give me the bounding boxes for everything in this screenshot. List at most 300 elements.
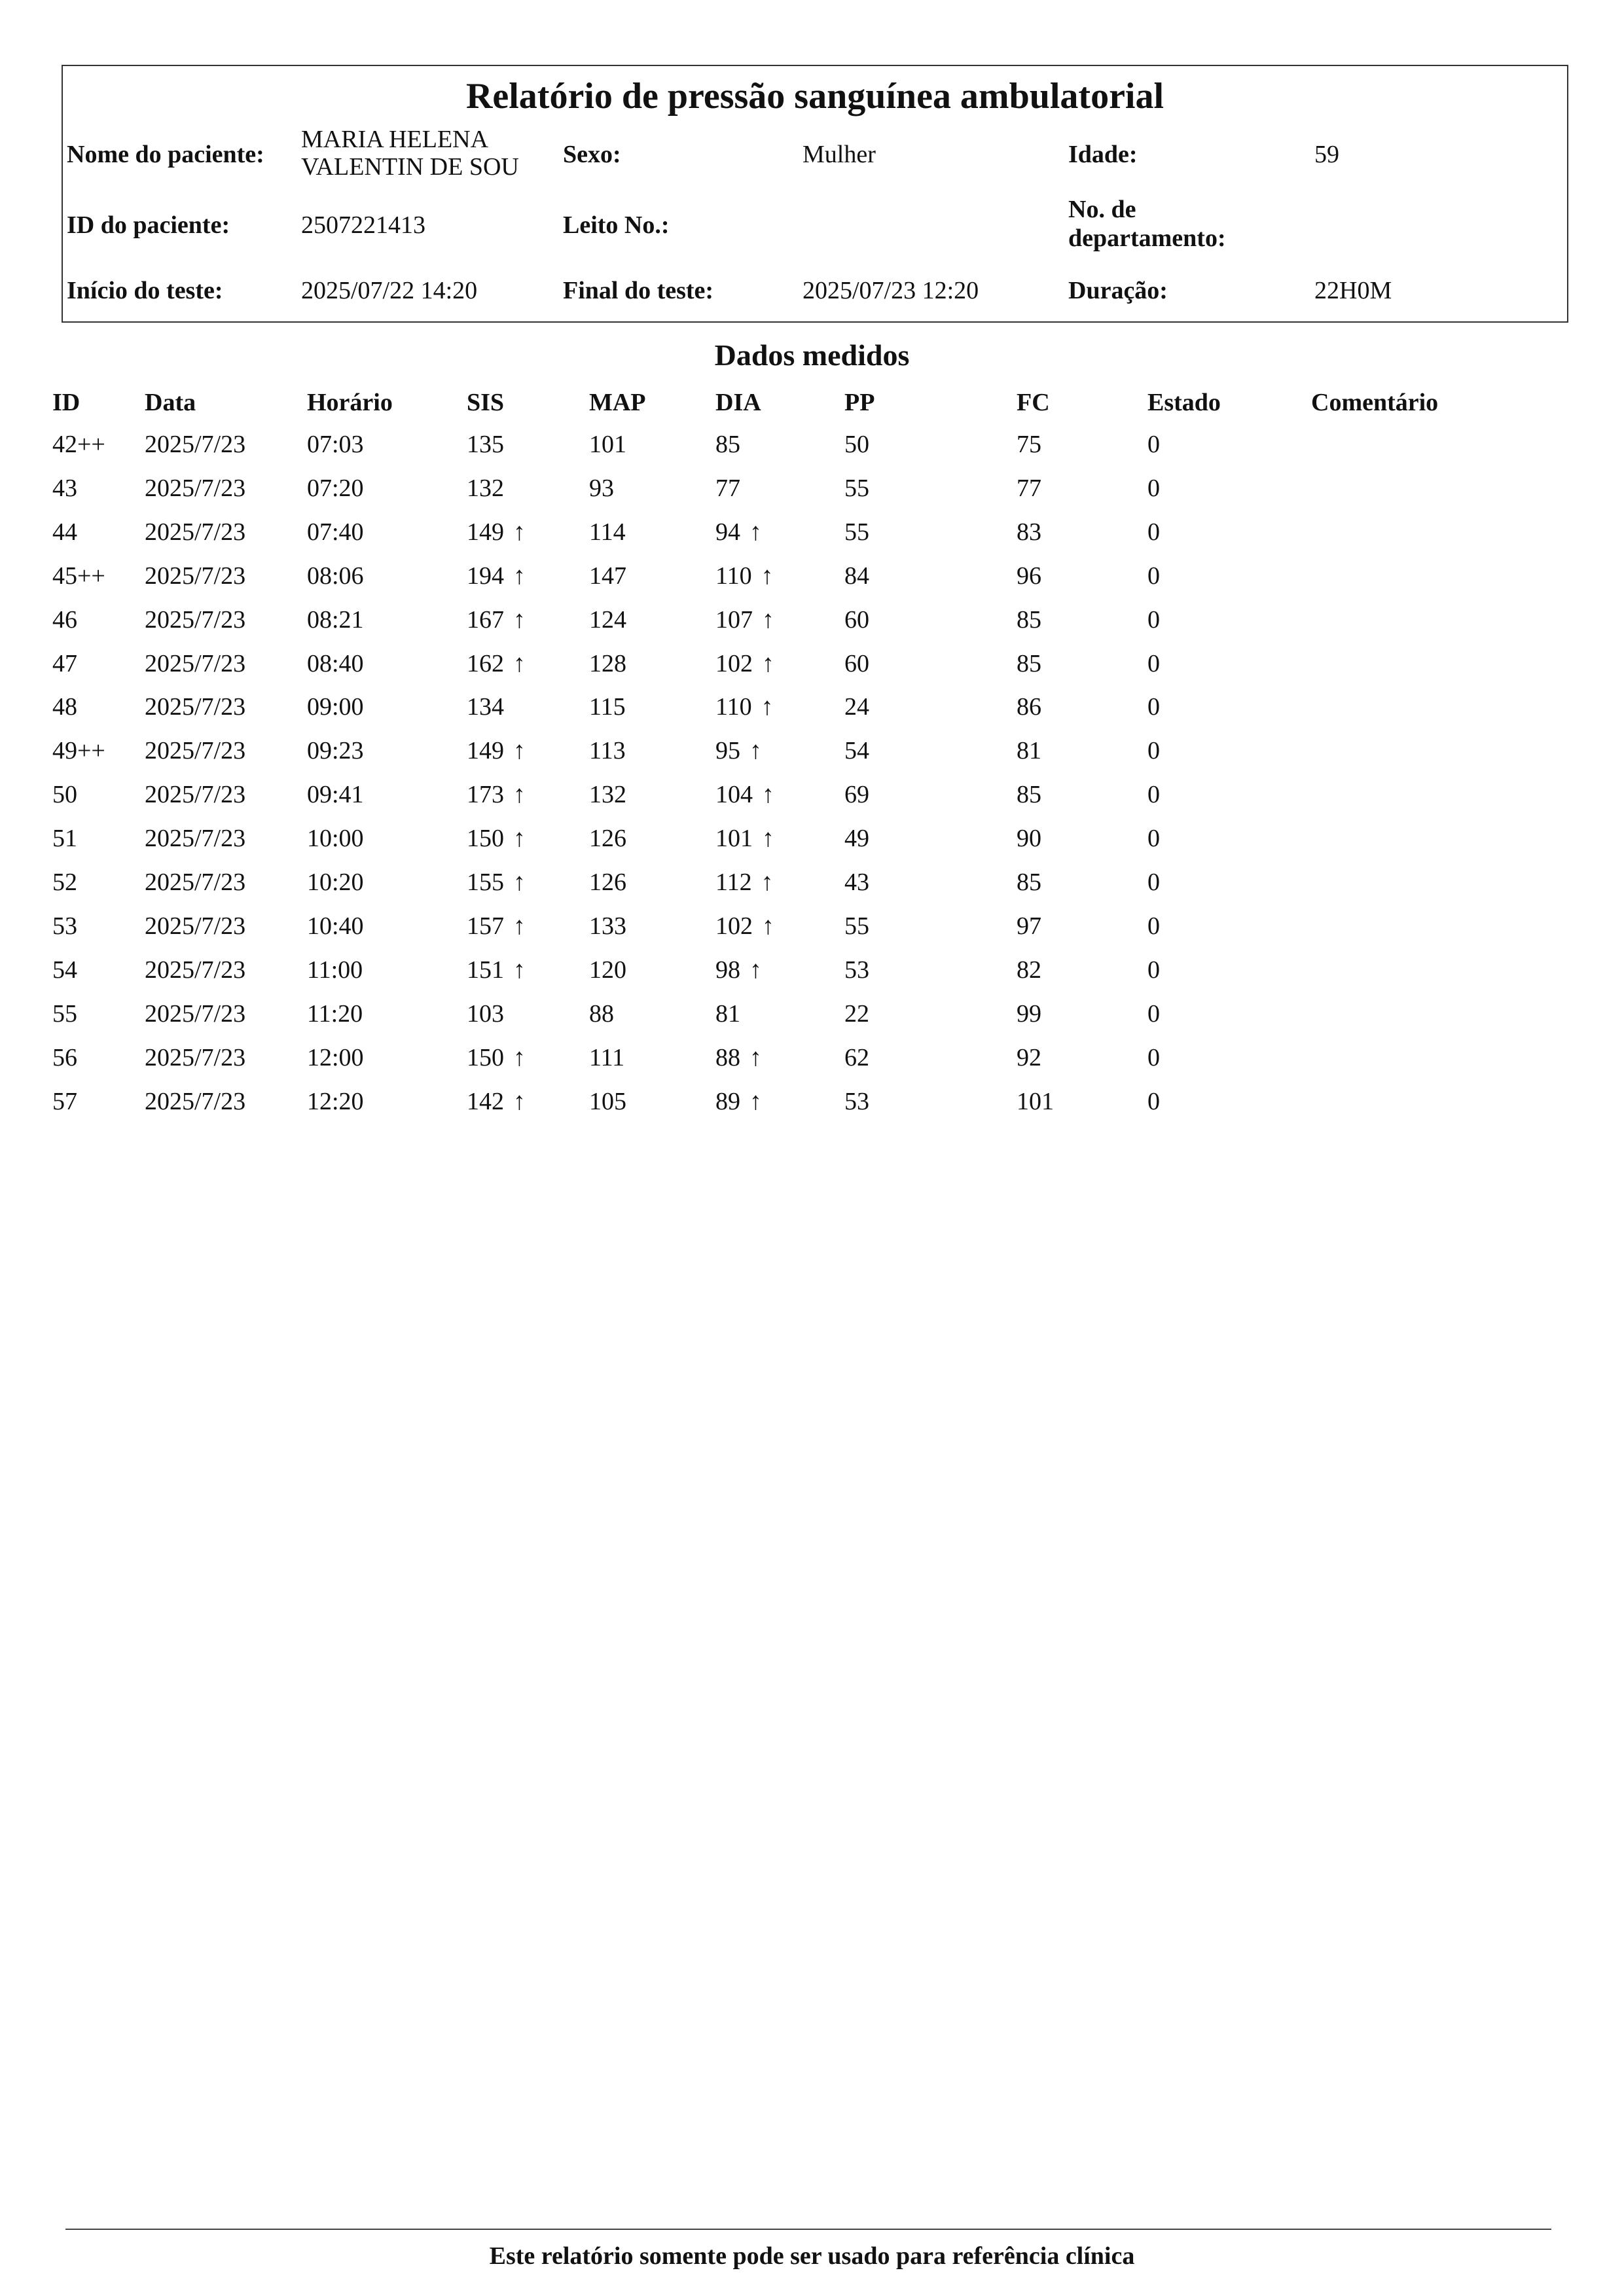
cell-id: [52, 822, 77, 855]
cell-pp-value: 22: [844, 999, 869, 1028]
cell-dia: [715, 1085, 762, 1118]
cell-id: [52, 691, 77, 723]
cell-status-value: 0: [1147, 912, 1160, 940]
cell-pp-value: 53: [844, 1087, 869, 1115]
cell-date-value: 2025/7/23: [145, 518, 246, 546]
cell-status: [1147, 472, 1160, 505]
cell-sis-value: 167: [467, 605, 504, 634]
cell-dia: [715, 560, 774, 592]
cell-fc: [1017, 472, 1041, 505]
cell-dia-value: 107: [715, 605, 753, 634]
column-header-sis: SIS: [467, 389, 505, 416]
cell-time-value: 09:23: [307, 737, 364, 765]
duration-value: 22H0M: [1314, 277, 1392, 304]
cell-status: [1147, 603, 1160, 636]
cell-dia-value: 98: [715, 956, 740, 984]
cell-date: [145, 910, 245, 942]
cell-date-value: 2025/7/23: [145, 737, 246, 765]
cell-pp: [844, 778, 869, 811]
cell-pp: [844, 1041, 869, 1074]
high-arrow-icon: ↑: [762, 825, 774, 853]
cell-dia-value: 77: [715, 474, 740, 502]
cell-fc-value: 85: [1017, 869, 1041, 896]
cell-time-value: 08:40: [307, 649, 364, 677]
cell-id-value: 46: [52, 605, 77, 634]
high-arrow-icon: ↑: [513, 869, 526, 896]
cell-map: [589, 1041, 624, 1074]
test-start-value: 2025/07/22 14:20: [301, 277, 478, 304]
high-arrow-icon: ↑: [513, 1087, 526, 1115]
cell-id-value: 57: [52, 1087, 77, 1115]
cell-status: [1147, 734, 1160, 767]
cell-map: [589, 1085, 626, 1118]
cell-status-value: 0: [1147, 562, 1160, 590]
cell-date: [145, 1041, 245, 1074]
cell-pp-value: 49: [844, 825, 869, 853]
cell-sis: [467, 1041, 526, 1074]
cell-dia-value: 110: [715, 562, 752, 590]
cell-sis-value: 151: [467, 956, 504, 984]
cell-time-value: 11:20: [307, 999, 363, 1028]
high-arrow-icon: ↑: [749, 956, 762, 984]
cell-date-value: 2025/7/23: [145, 912, 246, 940]
cell-dia: [715, 1041, 762, 1074]
cell-id-value: 50: [52, 781, 77, 809]
cell-fc-value: 92: [1017, 1043, 1041, 1071]
cell-map-value: 114: [589, 518, 626, 546]
cell-time-value: 07:20: [307, 474, 364, 502]
cell-dia-value: 102: [715, 649, 753, 677]
cell-map: [589, 560, 626, 592]
cell-id-value: 44: [52, 518, 77, 546]
department-label-line1: No. de: [1068, 196, 1136, 223]
cell-map: [589, 516, 626, 548]
cell-fc-value: 96: [1017, 562, 1041, 590]
high-arrow-icon: ↑: [762, 605, 774, 634]
cell-map-value: 120: [589, 956, 626, 984]
cell-pp: [844, 822, 869, 855]
cell-dia: [715, 428, 740, 461]
cell-fc-value: 85: [1017, 605, 1041, 634]
cell-dia-value: 85: [715, 431, 740, 458]
cell-time: [307, 1041, 364, 1074]
cell-fc-value: 99: [1017, 999, 1041, 1028]
cell-pp: [844, 734, 869, 767]
cell-map: [589, 910, 626, 942]
patient-header-box: [62, 65, 1568, 323]
cell-map-value: 88: [589, 999, 614, 1028]
cell-dia: [715, 866, 774, 899]
cell-pp: [844, 516, 869, 548]
cell-time-value: 09:00: [307, 693, 364, 721]
cell-pp-value: 53: [844, 956, 869, 984]
cell-time: [307, 866, 364, 899]
footer-divider: [65, 2229, 1551, 2230]
cell-time: [307, 910, 364, 942]
cell-map: [589, 472, 614, 505]
cell-map: [589, 734, 626, 767]
cell-dia-value: 89: [715, 1087, 740, 1115]
cell-id: [52, 560, 105, 592]
high-arrow-icon: ↑: [762, 649, 774, 677]
department-label-line2: departamento:: [1068, 224, 1226, 252]
cell-map: [589, 428, 626, 461]
cell-date-value: 2025/7/23: [145, 693, 246, 721]
cell-id-value: 56: [52, 1043, 77, 1071]
cell-fc: [1017, 822, 1041, 855]
high-arrow-icon: ↑: [749, 737, 762, 765]
cell-sis-value: 103: [467, 999, 504, 1028]
high-arrow-icon: ↑: [749, 1087, 762, 1115]
cell-date-value: 2025/7/23: [145, 474, 246, 502]
cell-fc: [1017, 1085, 1054, 1118]
cell-id-value: 45++: [52, 562, 105, 590]
cell-dia-value: 94: [715, 518, 740, 546]
cell-status: [1147, 1085, 1160, 1118]
cell-fc: [1017, 516, 1041, 548]
cell-map: [589, 822, 626, 855]
cell-id: [52, 472, 77, 505]
cell-time-value: 10:40: [307, 912, 364, 940]
cell-sis: [467, 822, 526, 855]
cell-date-value: 2025/7/23: [145, 605, 246, 634]
cell-time: [307, 428, 364, 461]
high-arrow-icon: ↑: [761, 869, 774, 896]
cell-time: [307, 691, 364, 723]
cell-time-value: 07:03: [307, 431, 364, 458]
cell-date: [145, 516, 245, 548]
cell-status-value: 0: [1147, 474, 1160, 502]
cell-dia: [715, 603, 774, 636]
cell-dia: [715, 997, 740, 1030]
high-arrow-icon: ↑: [749, 518, 762, 546]
cell-fc: [1017, 734, 1041, 767]
cell-fc-value: 77: [1017, 474, 1041, 502]
cell-date: [145, 778, 245, 811]
cell-time: [307, 734, 364, 767]
cell-status-value: 0: [1147, 956, 1160, 984]
cell-pp-value: 55: [844, 912, 869, 940]
cell-sis: [467, 472, 504, 505]
high-arrow-icon: ↑: [762, 781, 774, 809]
cell-time: [307, 560, 364, 592]
cell-id: [52, 1085, 77, 1118]
age-label: Idade:: [1068, 141, 1138, 168]
cell-sis: [467, 516, 526, 548]
cell-map-value: 124: [589, 605, 626, 634]
cell-fc: [1017, 778, 1041, 811]
cell-time-value: 09:41: [307, 781, 364, 809]
cell-fc: [1017, 428, 1041, 461]
cell-id-value: 42++: [52, 431, 105, 458]
cell-id-value: 53: [52, 912, 77, 940]
cell-fc: [1017, 560, 1041, 592]
test-start-label: Início do teste:: [67, 277, 223, 304]
cell-fc-value: 81: [1017, 737, 1041, 765]
cell-time: [307, 472, 364, 505]
cell-dia-value: 112: [715, 869, 752, 896]
cell-time-value: 10:20: [307, 869, 364, 896]
cell-pp: [844, 560, 869, 592]
cell-status-value: 0: [1147, 649, 1160, 677]
cell-fc: [1017, 910, 1041, 942]
cell-pp: [844, 910, 869, 942]
cell-dia-value: 110: [715, 693, 752, 721]
cell-map-value: 126: [589, 869, 626, 896]
cell-dia-value: 81: [715, 999, 740, 1028]
cell-map: [589, 647, 626, 680]
cell-date-value: 2025/7/23: [145, 1087, 246, 1115]
cell-time: [307, 778, 364, 811]
patient-name-line2: VALENTIN DE SOU: [301, 153, 519, 181]
cell-sis-value: 149: [467, 518, 504, 546]
cell-date-value: 2025/7/23: [145, 825, 246, 853]
cell-time: [307, 516, 364, 548]
cell-sis-value: 157: [467, 912, 504, 940]
cell-status: [1147, 691, 1160, 723]
cell-id-value: 54: [52, 956, 77, 984]
cell-pp-value: 55: [844, 474, 869, 502]
cell-status: [1147, 822, 1160, 855]
cell-sis: [467, 734, 526, 767]
cell-status-value: 0: [1147, 605, 1160, 634]
cell-fc: [1017, 997, 1041, 1030]
cell-sis: [467, 954, 526, 986]
test-end-label: Final do teste:: [563, 277, 714, 304]
cell-map-value: 105: [589, 1087, 626, 1115]
cell-sis-value: 149: [467, 737, 504, 765]
cell-date: [145, 954, 245, 986]
cell-fc: [1017, 647, 1041, 680]
cell-date-value: 2025/7/23: [145, 781, 246, 809]
cell-id-value: 52: [52, 869, 77, 896]
cell-date: [145, 691, 245, 723]
high-arrow-icon: ↑: [513, 912, 526, 940]
cell-pp-value: 43: [844, 869, 869, 896]
age-value: 59: [1314, 141, 1339, 168]
high-arrow-icon: ↑: [513, 605, 526, 634]
column-header-comment: Comentário: [1311, 389, 1439, 416]
cell-sis: [467, 560, 526, 592]
cell-dia-value: 104: [715, 781, 753, 809]
cell-time: [307, 997, 363, 1030]
cell-map-value: 111: [589, 1043, 625, 1071]
cell-date: [145, 603, 245, 636]
cell-time-value: 12:20: [307, 1087, 364, 1115]
cell-id-value: 48: [52, 693, 77, 721]
cell-date: [145, 472, 245, 505]
cell-fc: [1017, 1041, 1041, 1074]
cell-fc-value: 83: [1017, 518, 1041, 546]
column-header-dia: DIA: [715, 389, 761, 416]
cell-fc: [1017, 954, 1041, 986]
cell-id: [52, 866, 77, 899]
cell-date: [145, 560, 245, 592]
cell-date-value: 2025/7/23: [145, 1043, 246, 1071]
cell-status-value: 0: [1147, 1043, 1160, 1071]
cell-id: [52, 997, 77, 1030]
sex-value: Mulher: [803, 141, 876, 168]
cell-time-value: 11:00: [307, 956, 363, 984]
cell-sis: [467, 647, 526, 680]
patient-name-label: Nome do paciente:: [67, 141, 264, 168]
cell-dia: [715, 691, 774, 723]
cell-map-value: 113: [589, 737, 626, 765]
cell-sis-value: 194: [467, 562, 504, 590]
cell-time-value: 10:00: [307, 825, 364, 853]
cell-sis-value: 173: [467, 781, 504, 809]
cell-id-value: 43: [52, 474, 77, 502]
cell-sis: [467, 603, 526, 636]
cell-sis-value: 134: [467, 693, 504, 721]
footer-note: Este relatório somente pode ser usado para referência clínica: [489, 2242, 1135, 2270]
cell-date: [145, 647, 245, 680]
cell-sis: [467, 910, 526, 942]
cell-fc: [1017, 866, 1041, 899]
patient-name-line1: MARIA HELENA: [301, 126, 489, 153]
cell-map-value: 132: [589, 781, 626, 809]
cell-dia: [715, 472, 740, 505]
cell-time-value: 12:00: [307, 1043, 364, 1071]
report-title: Relatório de pressão sanguínea ambulatorial: [465, 76, 1164, 117]
cell-fc: [1017, 603, 1041, 636]
cell-pp-value: 55: [844, 518, 869, 546]
cell-map-value: 126: [589, 825, 626, 853]
test-end-value: 2025/07/23 12:20: [803, 277, 979, 304]
cell-dia: [715, 954, 762, 986]
cell-id: [52, 778, 77, 811]
duration-label: Duração:: [1068, 277, 1168, 304]
cell-fc-value: 85: [1017, 649, 1041, 677]
cell-time-value: 07:40: [307, 518, 364, 546]
cell-status: [1147, 997, 1160, 1030]
cell-status: [1147, 778, 1160, 811]
cell-sis-value: 150: [467, 1043, 504, 1071]
cell-pp: [844, 428, 869, 461]
cell-pp: [844, 472, 869, 505]
cell-pp: [844, 1085, 869, 1118]
cell-status: [1147, 647, 1160, 680]
cell-sis-value: 162: [467, 649, 504, 677]
cell-map-value: 128: [589, 649, 626, 677]
cell-sis-value: 142: [467, 1087, 504, 1115]
cell-map: [589, 778, 626, 811]
high-arrow-icon: ↑: [749, 1043, 762, 1071]
cell-date: [145, 866, 245, 899]
cell-date-value: 2025/7/23: [145, 956, 246, 984]
cell-pp-value: 24: [844, 693, 869, 721]
cell-pp: [844, 954, 869, 986]
cell-pp: [844, 647, 869, 680]
measured-data-title: Dados medidos: [714, 338, 910, 372]
cell-sis: [467, 997, 504, 1030]
cell-sis: [467, 1085, 526, 1118]
cell-status-value: 0: [1147, 781, 1160, 809]
cell-map: [589, 603, 626, 636]
cell-sis: [467, 428, 504, 461]
high-arrow-icon: ↑: [513, 1043, 526, 1071]
cell-status-value: 0: [1147, 737, 1160, 765]
cell-sis: [467, 866, 526, 899]
cell-status-value: 0: [1147, 869, 1160, 896]
cell-status: [1147, 910, 1160, 942]
cell-status: [1147, 428, 1160, 461]
cell-status-value: 0: [1147, 1087, 1160, 1115]
cell-status: [1147, 516, 1160, 548]
cell-time: [307, 647, 364, 680]
cell-sis: [467, 778, 526, 811]
cell-dia-value: 88: [715, 1043, 740, 1071]
high-arrow-icon: ↑: [762, 912, 774, 940]
cell-dia: [715, 778, 774, 811]
cell-pp-value: 60: [844, 605, 869, 634]
cell-status-value: 0: [1147, 431, 1160, 458]
cell-date-value: 2025/7/23: [145, 999, 246, 1028]
cell-sis: [467, 691, 504, 723]
cell-fc-value: 86: [1017, 693, 1041, 721]
cell-id: [52, 603, 77, 636]
cell-fc-value: 101: [1017, 1087, 1054, 1115]
cell-time-value: 08:21: [307, 605, 364, 634]
cell-pp: [844, 603, 869, 636]
high-arrow-icon: ↑: [513, 518, 526, 546]
cell-fc-value: 85: [1017, 781, 1041, 809]
high-arrow-icon: ↑: [513, 956, 526, 984]
cell-fc-value: 82: [1017, 956, 1041, 984]
column-header-status: Estado: [1147, 389, 1221, 416]
high-arrow-icon: ↑: [761, 562, 774, 590]
cell-map-value: 93: [589, 474, 614, 502]
cell-sis-value: 135: [467, 431, 504, 458]
cell-dia-value: 101: [715, 825, 753, 853]
cell-map: [589, 954, 626, 986]
cell-pp-value: 84: [844, 562, 869, 590]
cell-status: [1147, 1041, 1160, 1074]
high-arrow-icon: ↑: [513, 562, 526, 590]
high-arrow-icon: ↑: [513, 825, 526, 853]
column-header-map: MAP: [589, 389, 646, 416]
cell-status-value: 0: [1147, 693, 1160, 721]
cell-map-value: 147: [589, 562, 626, 590]
cell-id-value: 55: [52, 999, 77, 1028]
cell-dia: [715, 734, 762, 767]
high-arrow-icon: ↑: [513, 781, 526, 809]
cell-id: [52, 647, 77, 680]
cell-map-value: 115: [589, 693, 626, 721]
cell-id-value: 49++: [52, 737, 105, 765]
cell-status-value: 0: [1147, 825, 1160, 853]
cell-time: [307, 954, 363, 986]
cell-dia-value: 95: [715, 737, 740, 765]
cell-date: [145, 734, 245, 767]
cell-status: [1147, 560, 1160, 592]
cell-dia: [715, 647, 774, 680]
cell-pp: [844, 997, 869, 1030]
cell-pp-value: 60: [844, 649, 869, 677]
patient-id-label: ID do paciente:: [67, 211, 230, 239]
cell-date-value: 2025/7/23: [145, 869, 246, 896]
cell-dia: [715, 822, 774, 855]
cell-time-value: 08:06: [307, 562, 364, 590]
bed-label: Leito No.:: [563, 211, 670, 239]
cell-id: [52, 954, 77, 986]
cell-fc: [1017, 691, 1041, 723]
cell-id: [52, 734, 105, 767]
cell-sis-value: 150: [467, 825, 504, 853]
cell-time: [307, 603, 364, 636]
cell-id: [52, 516, 77, 548]
cell-id: [52, 428, 105, 461]
